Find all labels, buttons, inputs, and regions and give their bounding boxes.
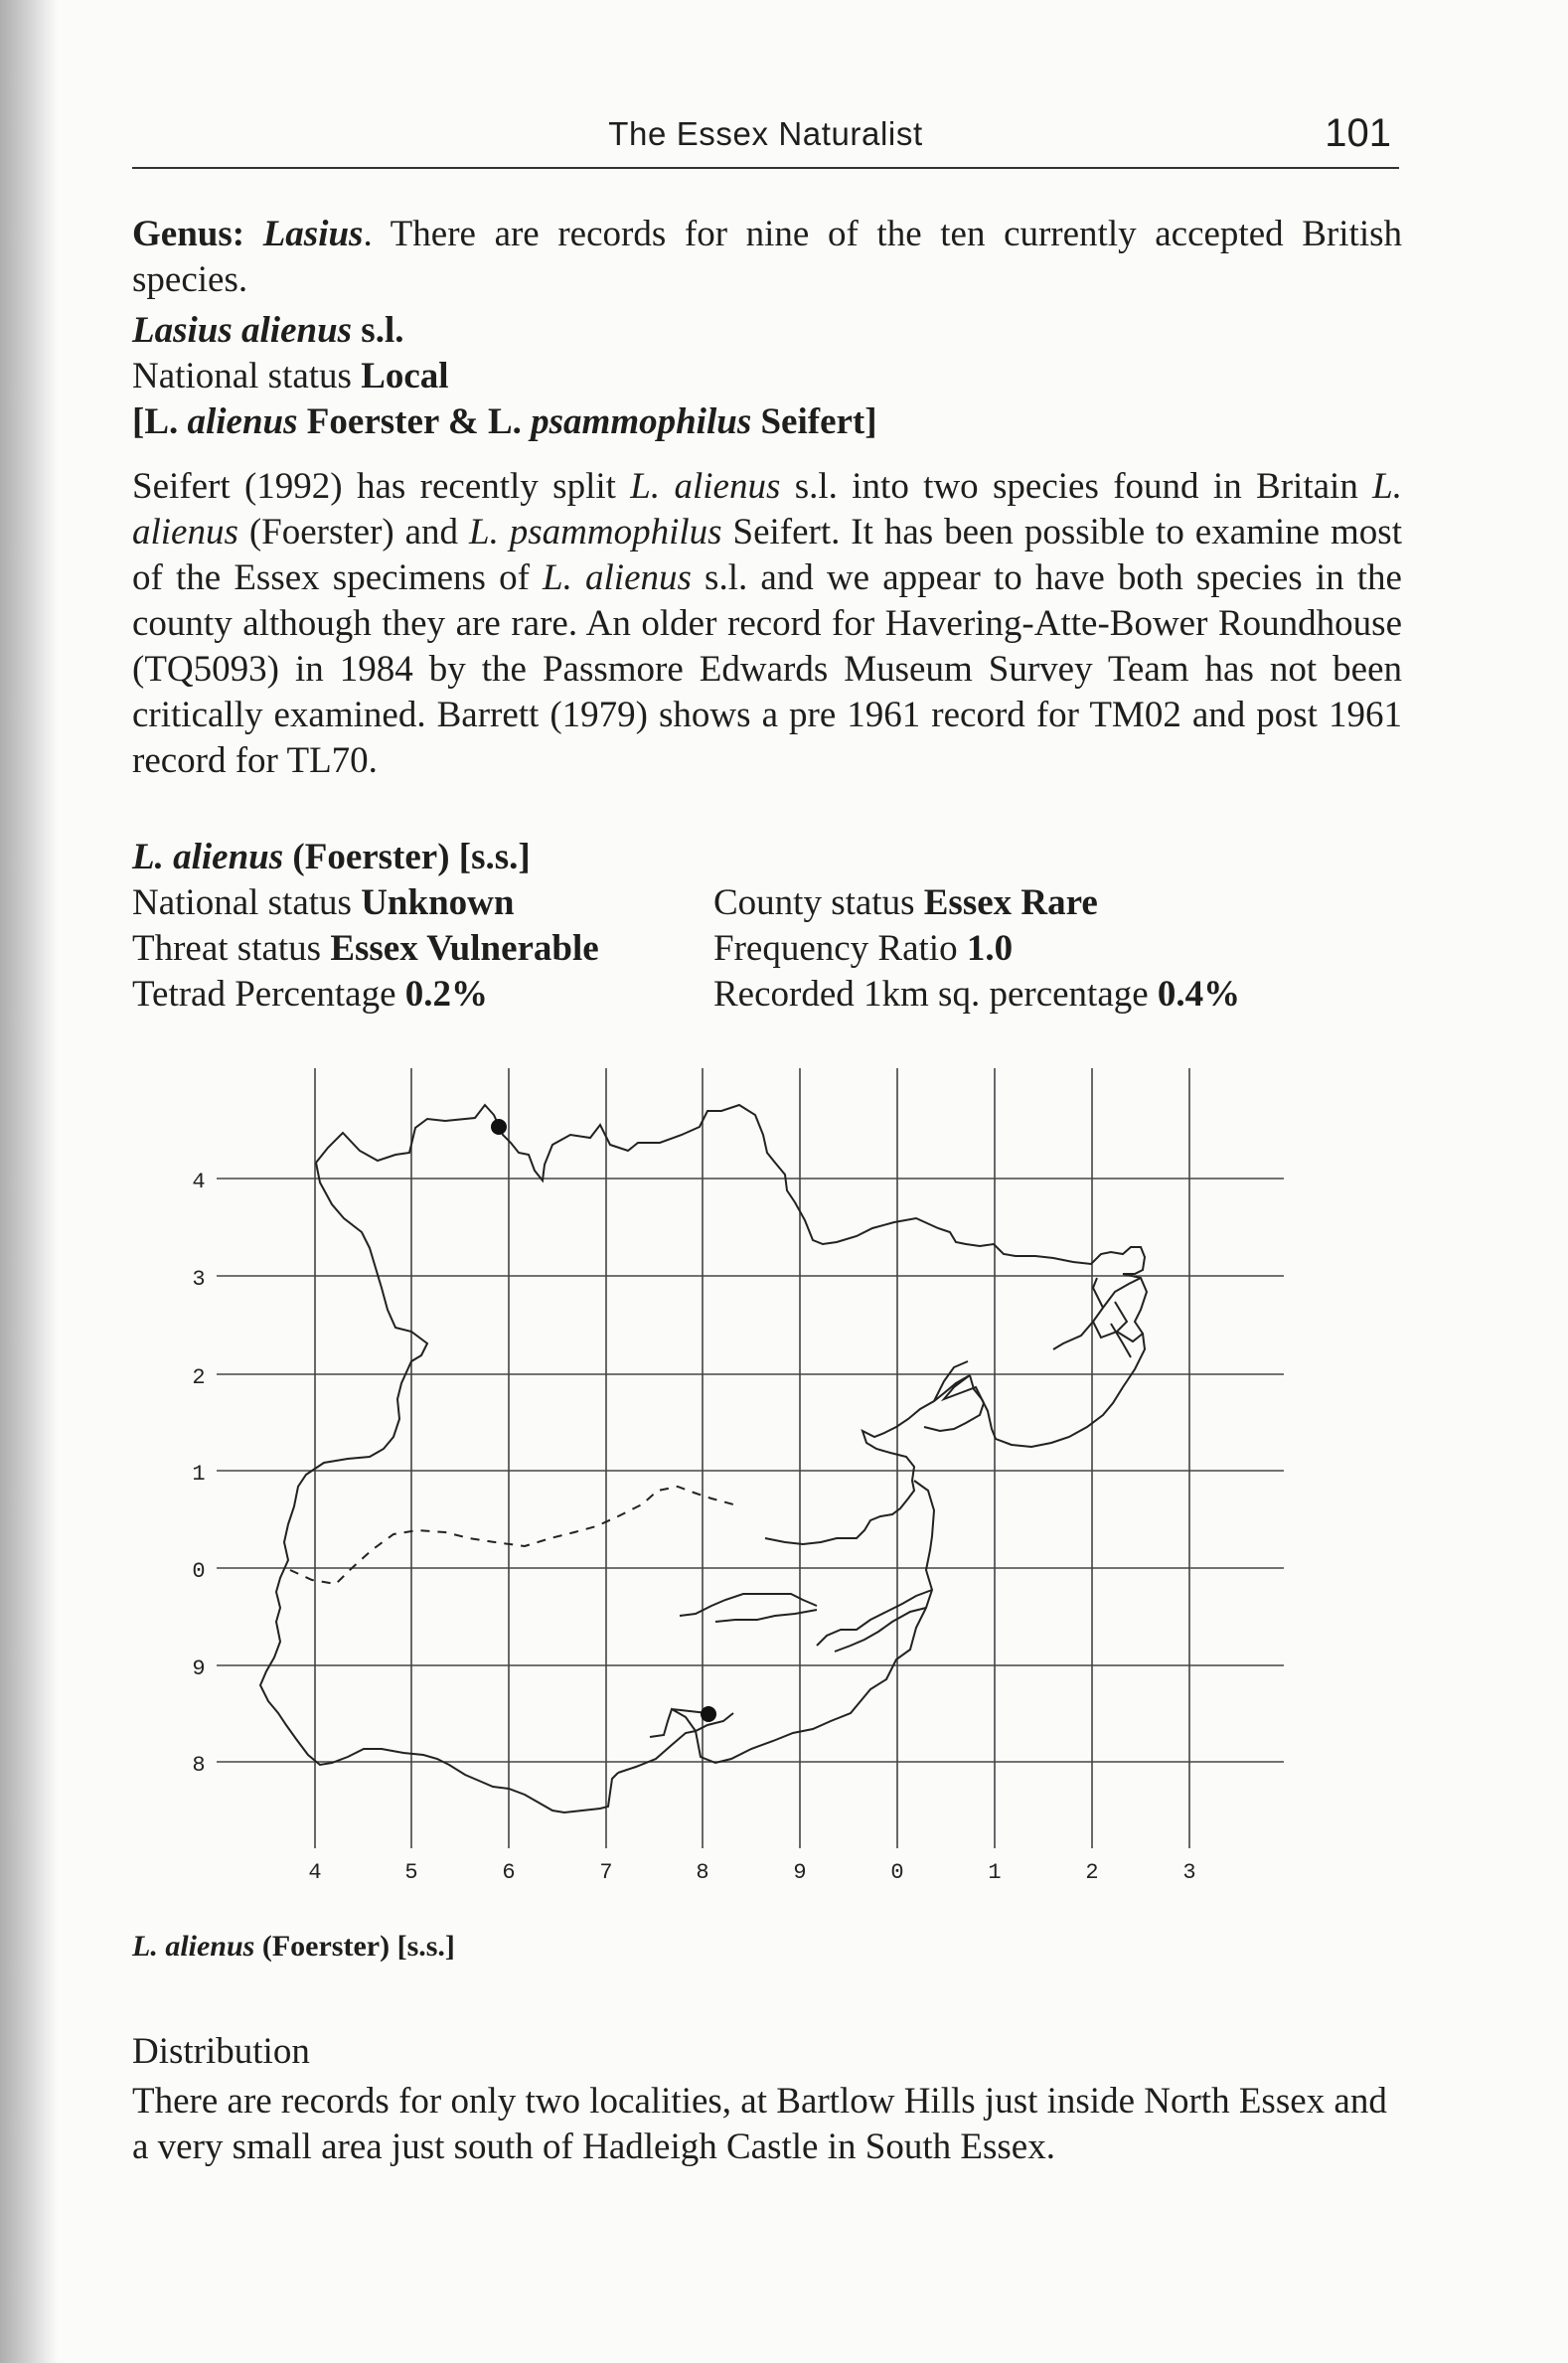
split-open: [L. <box>132 401 188 442</box>
tetrad-value: 0.2% <box>404 974 489 1015</box>
essex-coastline-shoebury <box>650 1709 707 1737</box>
distribution-heading: Distribution <box>132 2031 310 2072</box>
split-authority-2: Seifert] <box>751 401 877 442</box>
northing-label: 3 <box>192 1267 206 1292</box>
distribution-text: There are records for only two localities, at Bartlow Hills just inside North Essex and a very small area just south of Hadleigh Castle in South Essex. <box>132 2081 1387 2167</box>
national-status-value: Unknown <box>361 882 515 923</box>
frequency-label: Frequency Ratio <box>713 928 967 969</box>
record-dot <box>701 1706 716 1722</box>
split-authority-1: Foerster & L. <box>297 401 532 442</box>
body-text-1: Seifert (1992) has recently split <box>132 466 631 507</box>
caption-rest: (Foerster) [s.s.] <box>254 1930 455 1963</box>
easting-label: 5 <box>404 1860 418 1885</box>
easting-label: 6 <box>502 1860 516 1885</box>
species-qualifier: (Foerster) [s.s.] <box>283 837 531 877</box>
northing-label: 0 <box>192 1559 206 1584</box>
page-number: 101 <box>1325 111 1391 155</box>
northing-label: 9 <box>192 1656 206 1681</box>
body-italic-1: L. alienus <box>630 466 781 507</box>
county-boundary-south <box>696 1481 934 1763</box>
genus-intro-text: . There are records for nine of the ten currently accepted British species. <box>132 214 1402 300</box>
national-status-label: National status <box>132 356 362 396</box>
easting-label: 3 <box>1182 1860 1196 1885</box>
easting-label: 2 <box>1085 1860 1099 1885</box>
species-agg-name: Lasius alienus <box>132 310 353 351</box>
record-dot <box>491 1119 507 1135</box>
northing-label: 4 <box>192 1170 206 1194</box>
map-axis-labels <box>192 1170 1195 1885</box>
northing-label: 2 <box>192 1365 206 1390</box>
easting-label: 8 <box>696 1860 709 1885</box>
national-status-label: National status <box>132 882 362 923</box>
body-text-5: s.l. and we appear to have both species in the county although they are rare. An older record for Havering-Atte-Bower Roundhouse (TQ5093) in 1984 by the Passmore Edwards Museum Survey Team has not been critically examined. Barrett (1979) shows a pre 1961 record for TM02 and post 1961 record for TL70. <box>132 557 1402 781</box>
coast-thames <box>618 1713 733 1773</box>
easting-label: 9 <box>793 1860 807 1885</box>
essex-estuary-colne <box>1053 1278 1141 1357</box>
frequency-value: 1.0 <box>966 928 1014 969</box>
body-italic-3: L. psammophilus <box>469 512 722 552</box>
threat-status-value: Essex Vulnerable <box>330 928 599 969</box>
map-caption <box>132 1930 455 1964</box>
body-text-3: (Foerster) and <box>237 512 469 552</box>
county-status-label: County status <box>713 882 924 923</box>
body-text-2: s.l. into two species found in Britain <box>780 466 1373 507</box>
species-name: L. alienus <box>132 837 284 877</box>
threat-status-label: Threat status <box>132 928 331 969</box>
body-italic-2: L. alienus <box>132 466 1402 552</box>
body-italic-4: L. alienus <box>543 557 692 598</box>
county-outline <box>260 1105 1147 1812</box>
easting-label: 4 <box>308 1860 322 1885</box>
northing-label: 8 <box>192 1753 206 1778</box>
sq-percentage-value: 0.4% <box>1157 974 1241 1015</box>
northing-label: 1 <box>192 1462 206 1487</box>
split-species-1: alienus <box>187 401 298 442</box>
caption-species: L. alienus <box>132 1930 255 1963</box>
easting-label: 1 <box>988 1860 1002 1885</box>
tetrad-label: Tetrad Percentage <box>132 974 405 1015</box>
essex-estuary-blackwater <box>765 1361 984 1544</box>
journal-title: The Essex Naturalist <box>608 115 923 152</box>
genus-name: Lasius <box>262 214 364 254</box>
national-status-value: Local <box>361 356 449 396</box>
map-grid <box>217 1068 1284 1848</box>
essex-estuary-crouch <box>680 1590 932 1652</box>
genus-label: Genus: <box>132 214 245 254</box>
record-markers <box>491 1119 716 1722</box>
split-species-2: psammophilus <box>531 401 752 442</box>
species-agg-suffix: s.l. <box>352 310 404 351</box>
easting-label: 0 <box>890 1860 904 1885</box>
county-boundary-west <box>260 1163 618 1812</box>
county-status-value: Essex Rare <box>923 882 1098 923</box>
county-boundary-dashed <box>290 1487 733 1584</box>
easting-label: 7 <box>599 1860 613 1885</box>
sq-percentage-label: Recorded 1km sq. percentage <box>713 974 1158 1015</box>
body-text-4: Seifert. It has been possible to examine most of the Essex specimens of <box>132 512 1402 598</box>
